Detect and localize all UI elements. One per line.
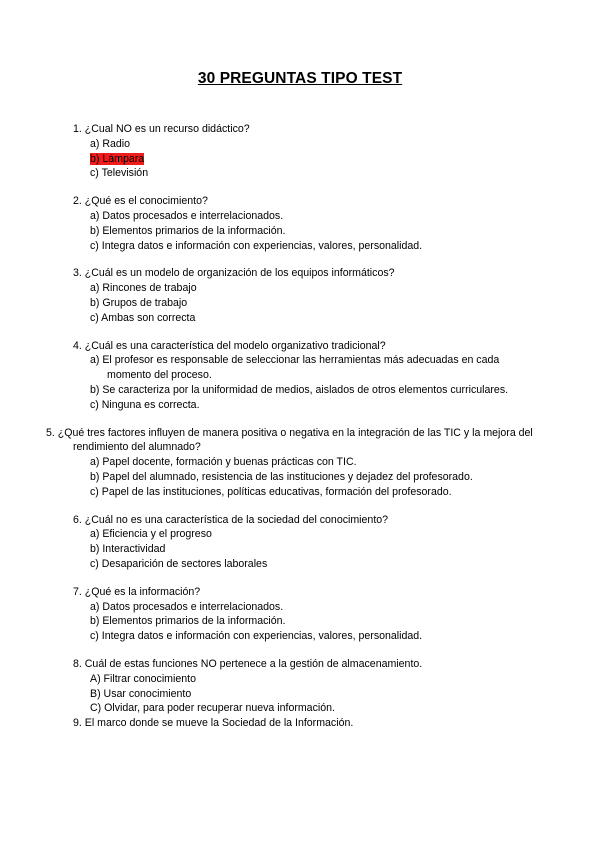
question-4 xyxy=(73,339,543,413)
answer-option: b) Interactividad xyxy=(90,543,166,556)
highlight-mark: b) Lámpara xyxy=(90,152,145,165)
question-9 xyxy=(73,716,543,731)
question-text: 8. Cuál de estas funciones NO pertenece a la gestión de almacenamiento. xyxy=(73,657,423,670)
question-text: 4. ¿Cuál es una característica del modelo organizativo tradicional? xyxy=(73,339,386,352)
answer-option: a) Papel docente, formación y buenas prácticas con TIC. xyxy=(90,456,357,469)
answer-option-highlighted xyxy=(90,152,543,167)
answer-option: c) Desaparición de sectores laborales xyxy=(90,557,268,570)
answer-option: c) Ambas son correcta xyxy=(90,311,196,324)
answer-option: B) Usar conocimiento xyxy=(90,687,192,700)
answer-option: c) Papel de las instituciones, políticas educativas, formación del profesorado. xyxy=(90,485,452,498)
answer-option: b) Grupos de trabajo xyxy=(90,296,188,309)
answer-option: a) Radio xyxy=(90,137,131,150)
question-text: 5. ¿Qué tres factores influyen de manera positiva o negativa en la integración de las TIC y la mejora del rendimiento del alumnado? xyxy=(46,426,533,454)
question-7 xyxy=(73,585,543,644)
answer-option: a) El profesor es responsable de seleccionar las herramientas más adecuadas en cada momento del proceso. xyxy=(90,354,500,382)
question-1 xyxy=(73,122,543,181)
question-text: 2. ¿Qué es el conocimiento? xyxy=(73,195,208,208)
answer-option: A) Filtrar conocimiento xyxy=(90,672,196,685)
question-8 xyxy=(73,657,543,716)
answer-option: c) Ninguna es correcta. xyxy=(90,398,200,411)
answer-option: b) Se caracteriza por la uniformidad de medios, aislados de otros elementos curriculares. xyxy=(90,383,509,396)
answer-option: b) Papel del alumnado, resistencia de las instituciones y dejadez del profesorado. xyxy=(90,470,473,483)
question-3 xyxy=(73,266,543,325)
question-text: 6. ¿Cuál no es una característica de la sociedad del conocimiento? xyxy=(73,513,389,526)
question-5 xyxy=(46,426,543,500)
answer-option: C) Olvidar, para poder recuperar nueva información. xyxy=(90,702,335,715)
answer-option: a) Rincones de trabajo xyxy=(90,282,197,295)
answer-option: a) Datos procesados e interrelacionados. xyxy=(90,600,284,613)
question-6 xyxy=(73,513,543,572)
question-text: 1. ¿Cual NO es un recurso didáctico? xyxy=(73,123,250,135)
answer-option: a) Eficiencia y el progreso xyxy=(90,528,212,541)
question-text: 9. El marco donde se mueve la Sociedad de la Información. xyxy=(73,717,354,730)
answer-option: c) Televisión xyxy=(90,167,149,180)
question-list xyxy=(46,122,543,744)
answer-option: c) Integra datos e información con experiencias, valores, personalidad. xyxy=(90,239,423,252)
question-text: 3. ¿Cuál es un modelo de organización de los equipos informáticos? xyxy=(73,267,395,280)
answer-option: a) Datos procesados e interrelacionados. xyxy=(90,209,284,222)
answer-option: b) Elementos primarios de la información. xyxy=(90,615,286,628)
page-title: 30 PREGUNTAS TIPO TEST xyxy=(197,70,403,87)
question-2 xyxy=(73,194,543,253)
question-text: 7. ¿Qué es la información? xyxy=(73,585,201,598)
answer-option: b) Elementos primarios de la información. xyxy=(90,224,286,237)
answer-option: c) Integra datos e información con experiencias, valores, personalidad. xyxy=(90,630,423,643)
